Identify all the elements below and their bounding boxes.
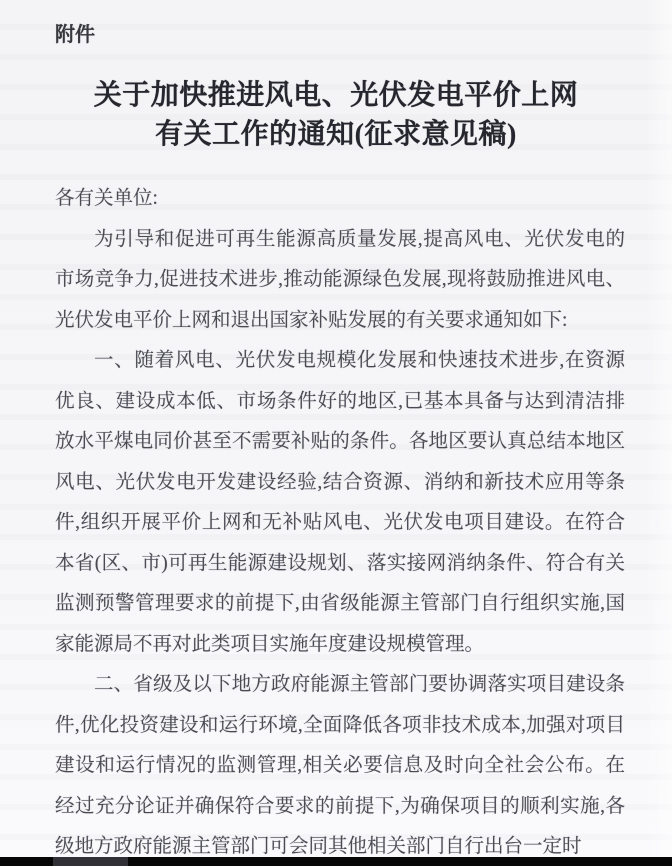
title-line-1: 关于加快推进风电、光伏发电平价上网	[93, 80, 579, 111]
title-line-2: 有关工作的通知(征求意见稿)	[155, 119, 517, 150]
paragraph-item-2: 二、省级及以下地方政府能源主管部门要协调落实项目建设条件,优化投资建设和运行环境,全面降低各项非技术成本,加强对项目建设和运行情况的监测管理,相关必要信息及时向全社会公布。在经过充分论证并确保符合要求的前提下,为确保项目的顺利实施,各级地方政府能源主管部门可会同其他相关部门自行出台一定时	[55, 674, 625, 857]
salutation: 各有关单位:	[55, 188, 158, 209]
scan-artifact-bar	[0, 857, 672, 866]
attachment-label: 附件	[55, 24, 95, 46]
paragraph-item-1: 一、随着风电、光伏发电规模化发展和快速技术进步,在资源优良、建设成本低、市场条件好的地区,已基本具备与达到清洁排放水平煤电同价甚至不需要补贴的条件。各地区要认真总结本地区风电、光伏发电开发建设经验,结合资源、消纳和新技术应用等条件,组织开展平价上网和无补贴风电、光伏发电项目建设。在符合本省(区、市)可再生能源建设规划、落实接网消纳条件、符合有关监测预警管理要求的前提下,由省级能源主管部门自行组织实施,国家能源局不再对此类项目实施年度建设规模管理。	[55, 350, 625, 655]
paragraph-intro: 为引导和促进可再生能源高质量发展,提高风电、光伏发电的市场竞争力,促进技术进步,推动能源绿色发展,现将鼓励推进风电、光伏发电平价上网和退出国家补贴发展的有关要求通知如下:	[55, 228, 625, 331]
document-body	[55, 179, 625, 866]
scan-artifact-bar-segment	[53, 857, 128, 866]
document-title	[0, 76, 672, 154]
